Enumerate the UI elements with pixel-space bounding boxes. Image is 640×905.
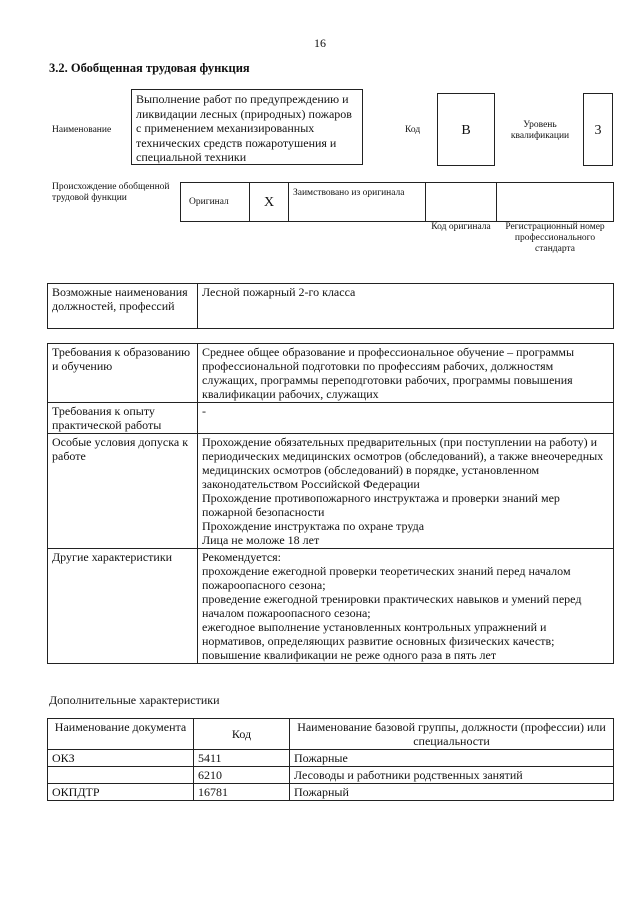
additional-header-code: Код bbox=[194, 719, 290, 750]
borrowed-cell bbox=[288, 182, 426, 222]
req-other-line: Рекомендуется: bbox=[202, 550, 282, 564]
req-other-line: повышение квалификации не реже одного раза в пять лет bbox=[202, 648, 497, 662]
additional-cell-name: Лесоводы и работники родственных занятий bbox=[290, 767, 614, 784]
req-education-value bbox=[198, 344, 614, 403]
original-cell bbox=[180, 182, 250, 222]
function-name-value: Выполнение работ по предупреждению и ликвидации лесных (природных) пожаров с применением механизированных технических средств пожаротушения и специальной техники bbox=[136, 92, 352, 164]
req-conditions-row bbox=[48, 434, 614, 549]
additional-title: Дополнительные характеристики bbox=[49, 693, 220, 707]
level-value-box bbox=[583, 93, 613, 166]
req-conditions-line: Лица не моложе 18 лет bbox=[202, 533, 320, 547]
additional-cell-code: 6210 bbox=[194, 767, 290, 784]
code-original-cell bbox=[425, 182, 497, 222]
positions-table bbox=[47, 283, 614, 329]
additional-row bbox=[48, 750, 614, 767]
additional-cell-code: 5411 bbox=[194, 750, 290, 767]
origin-label: Происхождение обобщенной трудовой функции bbox=[52, 182, 170, 203]
additional-cell-code: 16781 bbox=[194, 784, 290, 801]
additional-table bbox=[47, 718, 614, 801]
additional-cell-name: Пожарный bbox=[290, 784, 614, 801]
req-experience-value bbox=[198, 403, 614, 434]
req-other-row bbox=[48, 549, 614, 664]
req-education-label: Требования к образованию и обучению bbox=[48, 344, 198, 403]
name-label: Наименование bbox=[52, 125, 112, 135]
level-label: Уровень квалификации bbox=[510, 120, 570, 141]
original-label: Оригинал bbox=[189, 197, 229, 207]
req-experience-line: - bbox=[202, 404, 206, 418]
req-conditions-line: Прохождение обязательных предварительных (при поступлении на работу) и периодических медицинских осмотров (обследований), а также внеочередных медицинских осмотров (обследований) в порядке, установленном законодательством Российской Федерации bbox=[202, 435, 604, 491]
borrowed-label: Заимствовано из оригинала bbox=[293, 188, 405, 198]
positions-label: Возможные наименования должностей, профессий bbox=[48, 284, 198, 329]
req-other-value bbox=[198, 549, 614, 664]
reg-number-caption: Регистрационный номер профессионального стандарта bbox=[505, 222, 605, 254]
code-value: В bbox=[461, 123, 471, 138]
section-title: 3.2. Обобщенная трудовая функция bbox=[49, 61, 250, 75]
additional-cell-doc: ОКЗ bbox=[48, 750, 194, 767]
positions-value: Лесной пожарный 2-го класса bbox=[198, 284, 614, 329]
page-number: 16 bbox=[314, 36, 326, 50]
original-mark-cell bbox=[249, 182, 289, 222]
requirements-table bbox=[47, 343, 614, 664]
code-value-box bbox=[437, 93, 495, 166]
req-experience-label: Требования к опыту практической работы bbox=[48, 403, 198, 434]
origin-row bbox=[180, 182, 614, 222]
additional-header-row bbox=[48, 719, 614, 750]
additional-header-name: Наименование базовой группы, должности (профессии) или специальности bbox=[290, 719, 614, 750]
req-conditions-line: Прохождение инструктажа по охране труда bbox=[202, 519, 425, 533]
req-other-label: Другие характеристики bbox=[48, 549, 198, 664]
additional-row bbox=[48, 784, 614, 801]
req-education-row bbox=[48, 344, 614, 403]
additional-cell-name: Пожарные bbox=[290, 750, 614, 767]
code-label: Код bbox=[405, 125, 421, 135]
positions-row bbox=[48, 284, 614, 329]
req-other-line: проведение ежегодной тренировки практических навыков и умений перед началом пожароопасного сезона; bbox=[202, 592, 582, 620]
req-education-line: Среднее общее образование и профессиональное обучение – программы профессиональной подготовки по профессиям рабочих, должностям служащих, программы переподготовки рабочих, программы повышения квалификации рабочих, служащих bbox=[202, 345, 575, 401]
original-mark: Х bbox=[263, 195, 275, 210]
additional-cell-doc bbox=[48, 767, 194, 784]
req-conditions-label: Особые условия допуска к работе bbox=[48, 434, 198, 549]
req-other-line: ежегодное выполнение установленных контрольных упражнений и нормативов, определяющих развитие основных физических качеств; bbox=[202, 620, 555, 648]
req-conditions-value bbox=[198, 434, 614, 549]
additional-row bbox=[48, 767, 614, 784]
req-conditions-line: Прохождение противопожарного инструктажа и проверки знаний мер пожарной безопасности bbox=[202, 491, 560, 519]
level-value: 3 bbox=[594, 123, 602, 138]
additional-header-doc: Наименование документа bbox=[48, 719, 194, 750]
code-original-caption: Код оригинала bbox=[431, 222, 491, 232]
additional-cell-doc: ОКПДТР bbox=[48, 784, 194, 801]
reg-number-cell bbox=[496, 182, 614, 222]
function-name-box bbox=[131, 89, 363, 165]
req-experience-row bbox=[48, 403, 614, 434]
req-other-line: прохождение ежегодной проверки теоретических знаний перед началом пожароопасного сезона; bbox=[202, 564, 571, 592]
